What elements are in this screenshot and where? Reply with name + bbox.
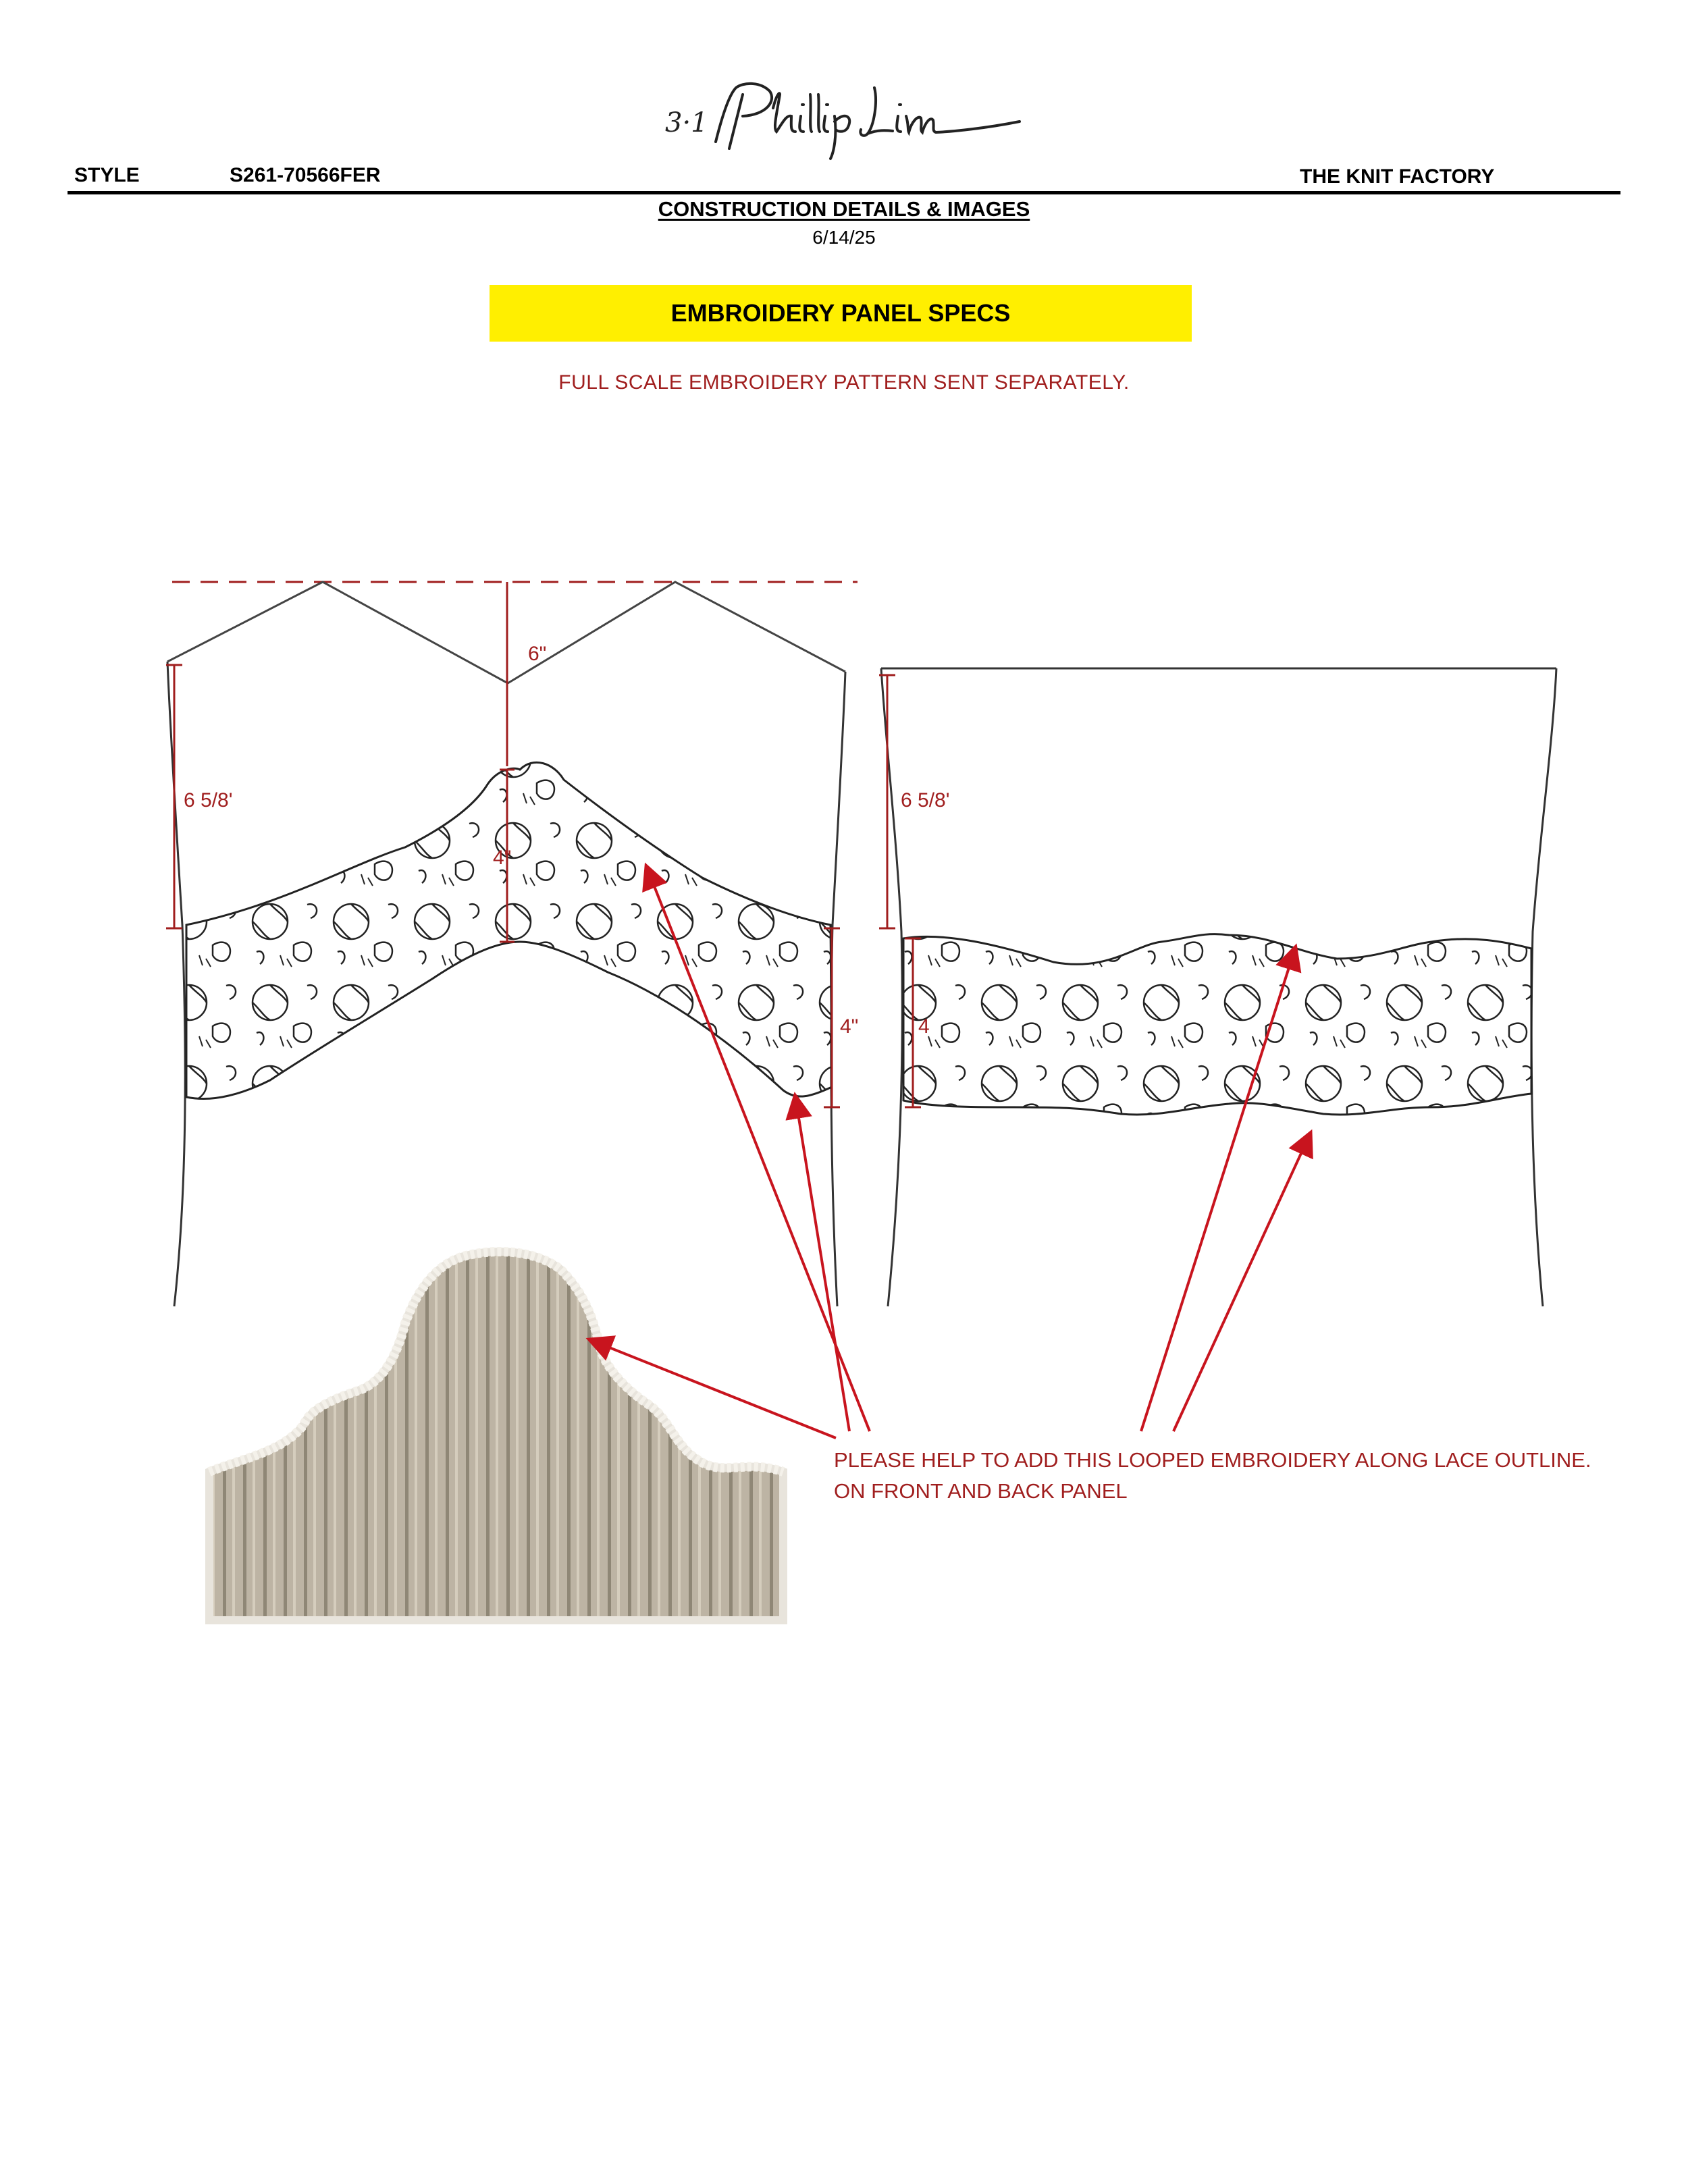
front-lace-band	[186, 762, 832, 1098]
front-left-side	[167, 662, 185, 1306]
back-panel	[879, 668, 1556, 1306]
front-neck-depth-label: 6"	[528, 643, 547, 665]
knit-swatch-photo	[209, 1252, 783, 1620]
back-lace-band	[903, 934, 1531, 1115]
section-title-text: CONSTRUCTION DETAILS & IMAGES	[658, 197, 1030, 221]
front-lace-side-label: 4"	[840, 1015, 859, 1038]
document-date: 6/14/25	[812, 227, 876, 248]
back-side-length-label: 6 5/8'	[901, 789, 950, 811]
embroidery-instruction	[834, 1445, 1591, 1507]
front-panel	[166, 582, 858, 1306]
instruction-line-2: ON FRONT AND BACK PANEL	[834, 1479, 1128, 1503]
pattern-note: FULL SCALE EMBROIDERY PATTERN SENT SEPARATELY.	[558, 371, 1130, 394]
spec-banner: EMBROIDERY PANEL SPECS	[490, 285, 1192, 342]
svg-text:3·1: 3·1	[665, 107, 708, 138]
back-left-side	[881, 668, 902, 1306]
front-side-length-label: 6 5/8'	[184, 789, 233, 811]
back-lace-label: 4	[918, 1015, 930, 1038]
front-lace-center-label: 4"	[493, 847, 512, 869]
front-right-side	[831, 672, 845, 1306]
style-label: STYLE	[74, 164, 140, 186]
style-number: S261-70566FER	[230, 164, 381, 186]
instruction-line-1: PLEASE HELP TO ADD THIS LOOPED EMBROIDERY ALONG LACE OUTLINE.	[834, 1448, 1591, 1472]
arrow-to-back-lace-bottom	[1173, 1134, 1310, 1431]
factory-name: THE KNIT FACTORY	[1300, 165, 1495, 188]
back-right-side	[1531, 668, 1556, 1306]
